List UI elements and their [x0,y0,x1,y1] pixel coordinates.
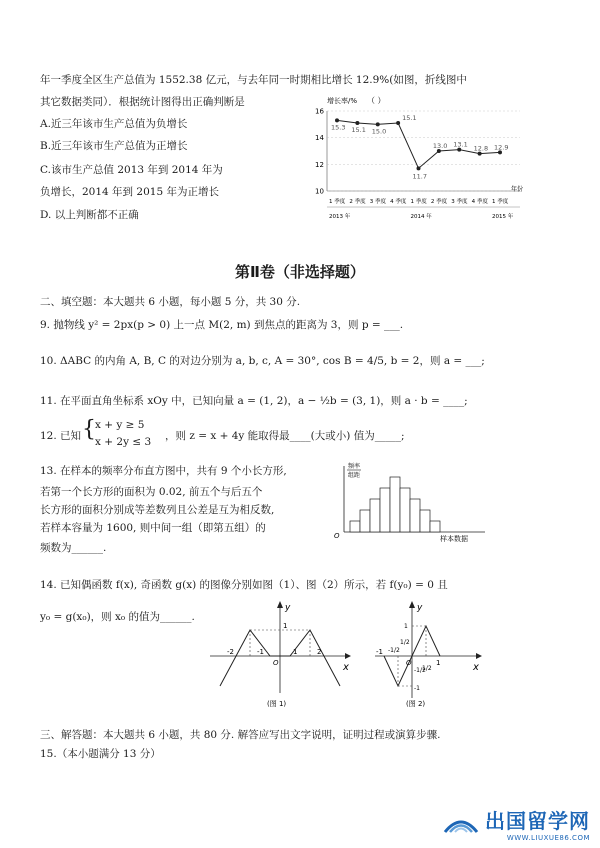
q8-option-c-line1: C.该市生产总值 2013 年到 2014 年为 [40,164,223,176]
chart-x-category-label: 2 季度 [430,199,448,205]
figure-1-even-function [205,598,355,710]
fig1-caption: (图 1) [267,700,287,708]
chart-title: 增长率/% [327,97,358,105]
hist-ylabel-bottom: 组距 [348,472,361,479]
chart-y-tick-label: 12 [315,160,324,169]
chart-year-label: 2015 年 [492,214,514,220]
fig1-y-tick-1: 1 [283,622,288,630]
q8-option-b: B.近三年该市生产总值为正增长 [40,140,188,152]
fig2-y-1: 1 [404,623,408,630]
fig2-y-label: y [417,603,423,613]
fig1-tick-neg2: -2 [227,648,234,656]
fig2-tick-neg1: -1 [376,648,383,656]
chart-x-categories [329,197,509,205]
hist-bar [400,488,410,532]
chart-x-unit: 年份 [511,186,524,193]
chart-value-label: 15.3 [331,123,346,132]
q8-option-d: D. 以上判断都不正确 [40,209,139,221]
question-12-condition-2: x + 2y ≤ 3 [95,436,152,448]
q14-line2: y₀ = g(x₀)，则 x₀ 的值为______. [40,611,195,623]
question-11: 11. 在平面直角坐标系 xOy 中，已知向量 a = (1, 2)，a − ½b = (3, 1)，则 a · b = ____; [40,395,468,407]
q8-line2: 其它数据类同）．根据统计图得出正确判断是 [40,96,245,108]
chart-y-ticks [315,108,324,196]
chart-years [329,212,514,220]
chart-year-label: 2014 年 [410,214,432,220]
chart-value-label: 15.0 [371,127,387,136]
chart-x-category-label: 4 季度 [390,199,407,205]
q13-line5: 频数为______. [40,542,107,554]
fig2-x-half: 1/2 [422,665,432,672]
hist-bar [370,499,380,532]
question-12-condition-1: x + y ≥ 5 [95,419,145,431]
site-watermark [441,805,590,842]
fig2-y-arrow [409,601,415,608]
q14-line1: 14. 已知偶函数 f(x), 奇函数 g(x) 的图像分别如图（1）、图（2）所示，若 f(y₀) = 0 且 [40,579,448,591]
chart-value-label: 13.0 [432,142,448,150]
fig1-tick-neg1: -1 [257,648,264,656]
chart-value-label: 11.7 [412,172,427,181]
fig1-y-label: y [285,603,291,613]
fig2-x-arrow [476,653,482,659]
chart-point [396,121,400,125]
q8-line1: 年一季度全区生产总值为 1552.38 亿元，与去年同一时期相比增长 12.9%(如图，折线图中 [40,74,467,86]
chart-point [355,121,359,125]
q8-option-a: A.近三年该市生产总值为负增长 [40,118,188,130]
fig1-tick-1: 1 [293,648,298,656]
chart-year-label: 2013 年 [329,214,351,220]
fig1-y-arrow [277,601,283,608]
frequency-histogram [330,460,490,542]
chart-value-label: 12.8 [473,144,489,153]
fig1-origin: O [273,659,279,667]
fig2-tick-1: 1 [436,659,441,667]
hist-ylabel-top: 频率 [348,463,361,470]
hist-xlabel: 样本数据 [440,535,468,542]
chart-y-tick-label: 16 [315,107,324,116]
chart-value-label: 12.9 [494,143,509,152]
hist-origin: O [334,532,340,540]
chart-x-category-label: 3 季度 [451,199,468,205]
hist-bar [360,510,370,532]
hist-bars [350,477,440,532]
q13-line2: 若第一个长方形的面积为 0.02, 前五个与后五个 [40,486,263,498]
fig2-origin: O [406,659,412,667]
watermark-logo-icon [441,810,481,838]
chart-y-tick-label: 10 [315,187,324,196]
fig2-y-half: 1/2 [400,639,410,646]
question-15: 15.（本小题满分 13 分） [40,748,161,760]
watermark-url: WWW.LIUXUE86.COM [506,834,590,842]
chart-answer-blank: （ ） [367,96,386,105]
chart-x-category-label: 3 季度 [369,199,386,205]
fig1-x-label: x [343,662,349,673]
chart-value-label: 13.1 [453,140,468,149]
chart-x-category-label: 1 季度 [492,199,509,205]
q13-line3: 长方形的面积分别成等差数列且公差是互为相反数, [40,504,275,516]
q13-line1: 13. 在样本的频率分布直方图中，共有 9 个小长方形, [40,465,287,477]
chart-x-category-label: 1 季度 [410,199,427,205]
chart-x-category-label: 4 季度 [471,199,488,205]
chart-point [417,166,421,170]
figure-2-odd-function [370,598,490,710]
q8-option-c-line2: 负增长，2014 年到 2015 年为正增长 [40,186,219,198]
question-10: 10. ΔABC 的内角 A, B, C 的对边分别为 a, b, c, A = 30°, cos B = 4/5, b = 2，则 a = ___; [40,355,485,367]
chart-point [335,118,339,122]
chart-x-category-label: 2 季度 [349,199,366,205]
part3-header: 三、解答题：本大题共 6 小题，共 80 分. 解答应写出文字说明，证明过程或演算步骤. [40,729,441,741]
section-title: 第Ⅱ卷（非选择题） [235,263,365,281]
question-12-prefix: 12. 已知 [40,430,82,442]
fig2-y-neg1: -1 [414,685,420,692]
hist-bar [390,477,400,532]
fig2-y-neg-half: -1/2 [414,667,426,674]
question-12-suffix: ，则 z = x + 4y 能取得最____(大或小) 值为_____; [165,430,405,442]
hist-bar [350,521,360,532]
fig1-x-arrow [345,653,351,659]
chart-value-label: 15.1 [351,126,366,134]
fig2-x-label: x [473,662,479,673]
system-brace: { [82,417,96,442]
chart-value-label: 15.1 [402,114,417,122]
question-9: 9. 抛物线 y² = 2px(p > 0) 上一点 M(2, m) 到焦点的距离为 3，则 p = ___. [40,319,404,331]
chart-x-category-label: 1 季度 [329,199,346,205]
hist-bar [430,521,440,532]
fig2-x-neg-half: -1/2 [388,647,400,654]
chart-point [376,122,380,126]
part2-header: 二、填空题：本大题共 6 小题，每小题 5 分，共 30 分. [40,296,301,308]
fig2-caption: (图 2) [406,700,426,708]
chart-y-tick-label: 14 [315,134,324,143]
fig1-tick-2: 2 [317,648,322,656]
hist-bar [410,499,420,532]
hist-bar [380,488,390,532]
q13-line4: 若样本容量为 1600, 则中间一组（即第五组）的 [40,522,266,534]
hist-bar [420,510,430,532]
watermark-text: 出国留学网 [485,809,590,833]
growth-rate-chart [305,93,535,231]
